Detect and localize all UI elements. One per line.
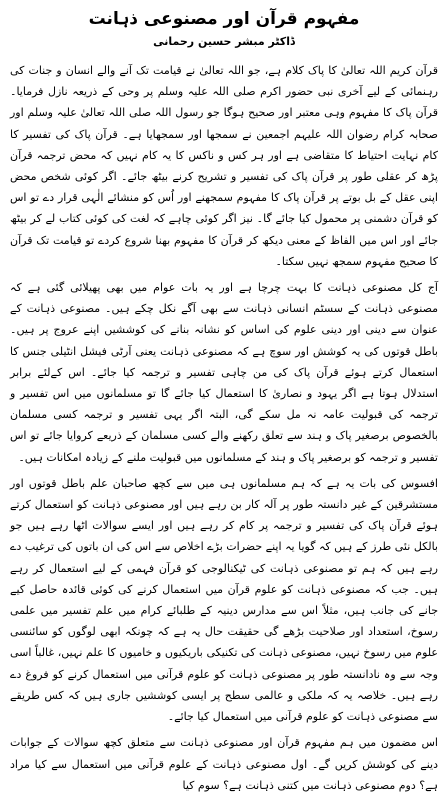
paragraph-ai-trend: آج کل مصنوعی ذہانت کا بہت چرچا ہے اور یہ بات عوام میں بھی پھیلائی گئی ہے کہ مصنوعی ذہانت کے سسٹم انسانی ذہانت سے بھی آگے نکل چکے ہیں۔ مصنوعی ذہانت کے عنوان سے دینی اور دینی علوم کی اساس کو نشانہ بنانے کی کوششیں اپنے عروج پر ہیں۔ باطل قوتوں کی یہ کوشش اور سوچ ہے کہ مصنوعی ذہانت یعنی آرٹی فیشل انٹیلی جنس کا استعمال کرتے ہوئے قرآن پاک کی من چاہی تفسیر و ترجمہ کیا جائے۔ اس کےلئے برابر استدلال ہوتا ہے اگر یہود و نصاریٰ کا استعمال کیا جائے گا تو مسلمانوں میں اس تفسیر و ترجمہ کی قبولیت عامہ نہ مل سکے گی، البتہ اگر یہی تفسیر و ترجمہ کسی مسلمان بالخصوص برصغیر پاک و ہند سے تعلق رکھنے والے کسی مسلمان کے ذریعے کروایا جائے تو اس تفسیر و ترجمہ کو برصغیر پاک و ہند کے مسلمانوں میں قبولیت ملنے کے زیادہ امکانات ہیں۔ [10, 281, 438, 464]
article-title: مفہوم قرآن اور مصنوعی ذہانت [88, 9, 360, 29]
article-author: ڈاکٹر مبشر حسین رحمانی [153, 35, 295, 48]
paragraph-intro: قرآن کریم اللہ تعالیٰ کا پاک کلام ہے، جو اللہ تعالیٰ نے قیامت تک آنے والے انسان و جنات کی رہنمائی کے لیے آخری نبی حضور اکرم صلی اللہ علیہ وسلم پر وحی کے ذریعہ نازل فرمایا۔ قرآن پاک کا مفہوم وہی معتبر اور صحیح ہوگا جو رسول اللہ صلی اللہ تعالیٰ علیہ وسلم اور صحابہ کرام رضوان اللہ علیہم اجمعین نے سمجھا اور سمجھایا ہے۔ قرآن پاک کی تفسیر کا کام نہایت احتیاط کا متقاضی ہے اور ہر کس و ناکس کا یہ کام نہیں کہ محض ترجمہ قرآن پڑھ کر عقلی طور پر قرآن پاک کی تفسیر و تشریح کرنے بیٹھ جائے۔ اگر کوئی شخص محض اپنی عقل کے بل بوتے پر قرآن پاک کا مفہوم سمجھنے اور اُس کو منشائے الٰہی قرار دے تو اس کو قرآن دشمنی پر محمول کیا جائے گا۔ نیز اگر کوئی چاہے کہ لغت کی کوئی کتاب لے کر بیٹھ جائے اور اس میں الفاظ کے معنی دیکھ کر قرآن کا مفہوم بھنا شروع کردے تو قیامت تک قرآن کا صحیح مفہوم سمجھ نہیں سکتا۔ [10, 64, 438, 268]
paragraph-questions: اس مضمون میں ہم مفہوم قرآن اور مصنوعی ذہانت سے متعلق کچھ سوالات کے جوابات دینے کی کوشش کریں گے۔ اول مصنوعی ذہانت کے علوم قرآنی میں استعمال سے کیا مراد ہے؟ دوم مصنوعی ذہانت میں کتنی ذہانت ہے؟ سوم کیا [10, 736, 438, 792]
paragraph-regret: افسوس کی بات یہ ہے کہ ہم مسلمانوں ہی میں سے کچھ صاحبان علم باطل قوتوں اور مستشرقین کے غیر دانستہ طور پر آلہ کار بن رہے ہیں اور مصنوعی ذہانت کو استعمال کرتے ہوئے قرآن پاک کی تفسیر و ترجمہ پر کام کر رہے ہیں اور ایسے سوالات اٹھا رہے ہیں جو بالکل نئی طرز کے ہیں کہ گویا یہ اپنے حضرات بڑے اخلاص سے اس کی ان باتوں کی ترغیب دے رہے ہیں کہ ہم تو مصنوعی ذہانت کی ٹیکنالوجی کو قرآن فہمی کے لیے استعمال کر رہے ہیں۔ جب کہ مصنوعی ذہانت کو علوم قرآن میں استعمال کرنے کی کوئی قائدہ حاصل کیے جانے کی جانب ہیں، مثلاً اس سے مدارس دینیہ کے طلبائے کرام میں علم تفسیر میں علمی رسوخ، استعداد اور صلاحیت بڑھے گی حقیقت حال یہ ہے کہ چونکہ ابھی لوگوں کو سائنسی علوم میں رسوخ نہیں، مصنوعی ذہانت کی تکنیکی باریکیوں و خامیوں کا علم نہیں، غالباً اسی وجہ سے وہ نادانستہ طور پر مصنوعی ذہانت کو علوم قرآنی میں استعمال کرنے کو فروغ دے رہے ہیں۔ خلاصہ یہ کہ ملکی و عالمی سطح پر ایسی کوششیں جاری ہیں کہ کس طریقے سے مصنوعی ذہانت کو علوم قرآنی میں استعمال کیا جائے۔ [10, 476, 438, 724]
